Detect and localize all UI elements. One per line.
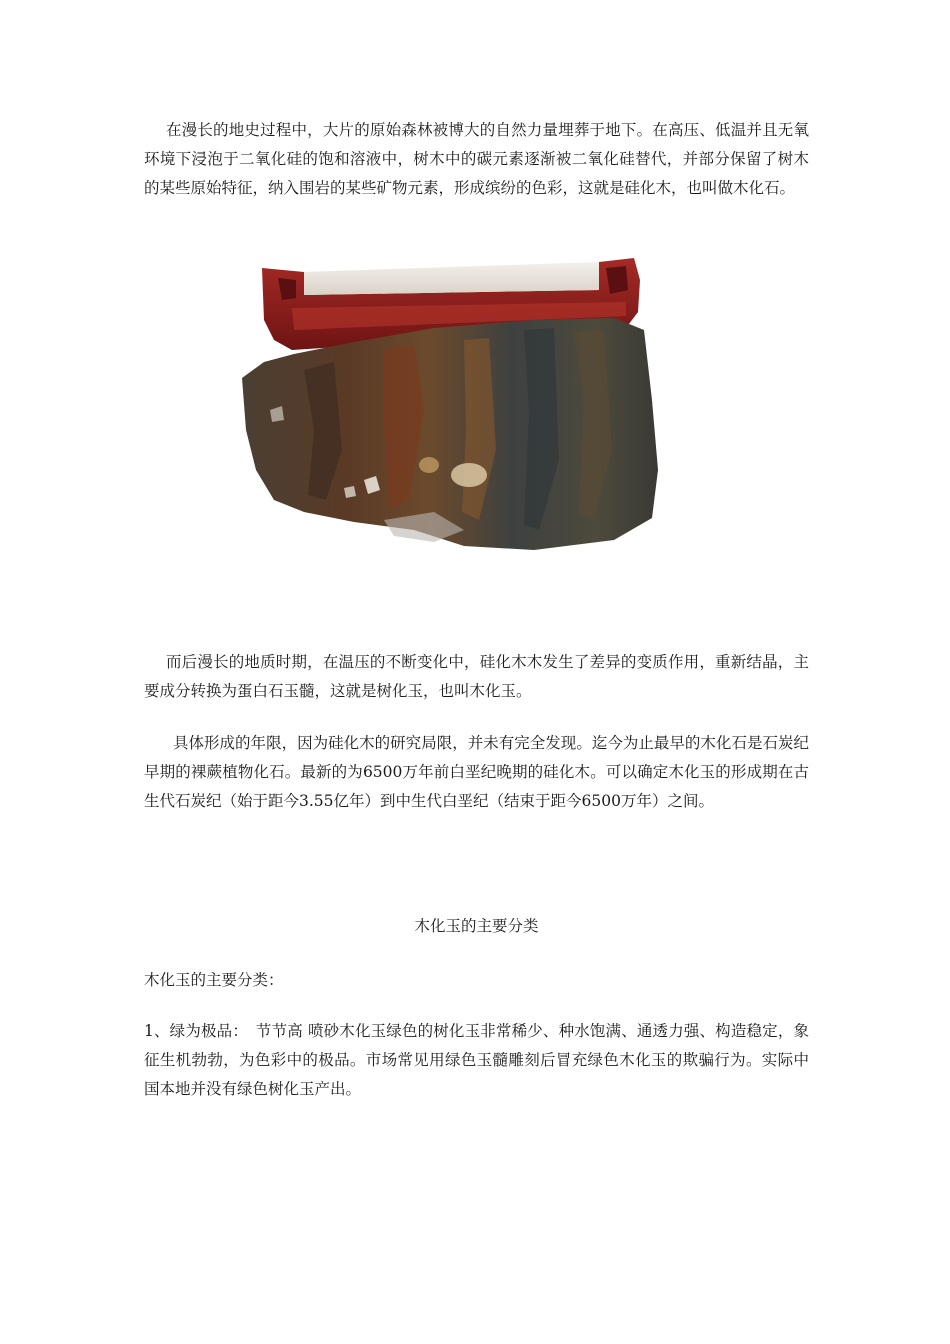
age-paragraph: 具体形成的年限，因为硅化木的研究局限，并未有完全发现。迄今为止最早的木化石是石炭纪早期的裸蕨植物化石。最新的为6500万年前白垩纪晚期的硅化木。可以确定木化玉的形成期在古生代石炭纪（始于距今3.55亿年）到中生代白垩纪（结束于距今6500万年）之间。 <box>144 734 809 810</box>
section-subheading: 木化玉的主要分类： <box>144 971 284 989</box>
formation-paragraph: 而后漫长的地质时期，在温压的不断变化中，硅化木木发生了差异的变质作用，重新结晶，主要成分转换为蛋白石玉髓，这就是树化玉，也叫木化玉。 <box>144 653 809 700</box>
petrified-wood-photo <box>234 250 664 560</box>
green-grade-paragraph: 1、绿为极品： 节节高 喷砂木化玉绿色的树化玉非常稀少、种水饱满、通透力强、构造稳定，象征生机勃勃，为色彩中的极品。市场常见用绿色玉髓雕刻后冒充绿色木化玉的欺骗行为。实际中国本地并没有绿色树化玉产出。 <box>144 1022 809 1098</box>
intro-paragraph: 在漫长的地史过程中，大片的原始森林被博大的自然力量埋葬于地下。在高压、低温并且无氧环境下浸泡于二氧化硅的饱和溶液中，树木中的碳元素逐渐被二氧化硅替代，并部分保留了树木的某些原始特征，纳入围岩的某些矿物元素，形成缤纷的色彩，这就是硅化木，也叫做木化石。 <box>144 121 809 197</box>
section-heading: 木化玉的主要分类 <box>414 917 539 935</box>
petrified-wood-stone <box>242 318 658 550</box>
